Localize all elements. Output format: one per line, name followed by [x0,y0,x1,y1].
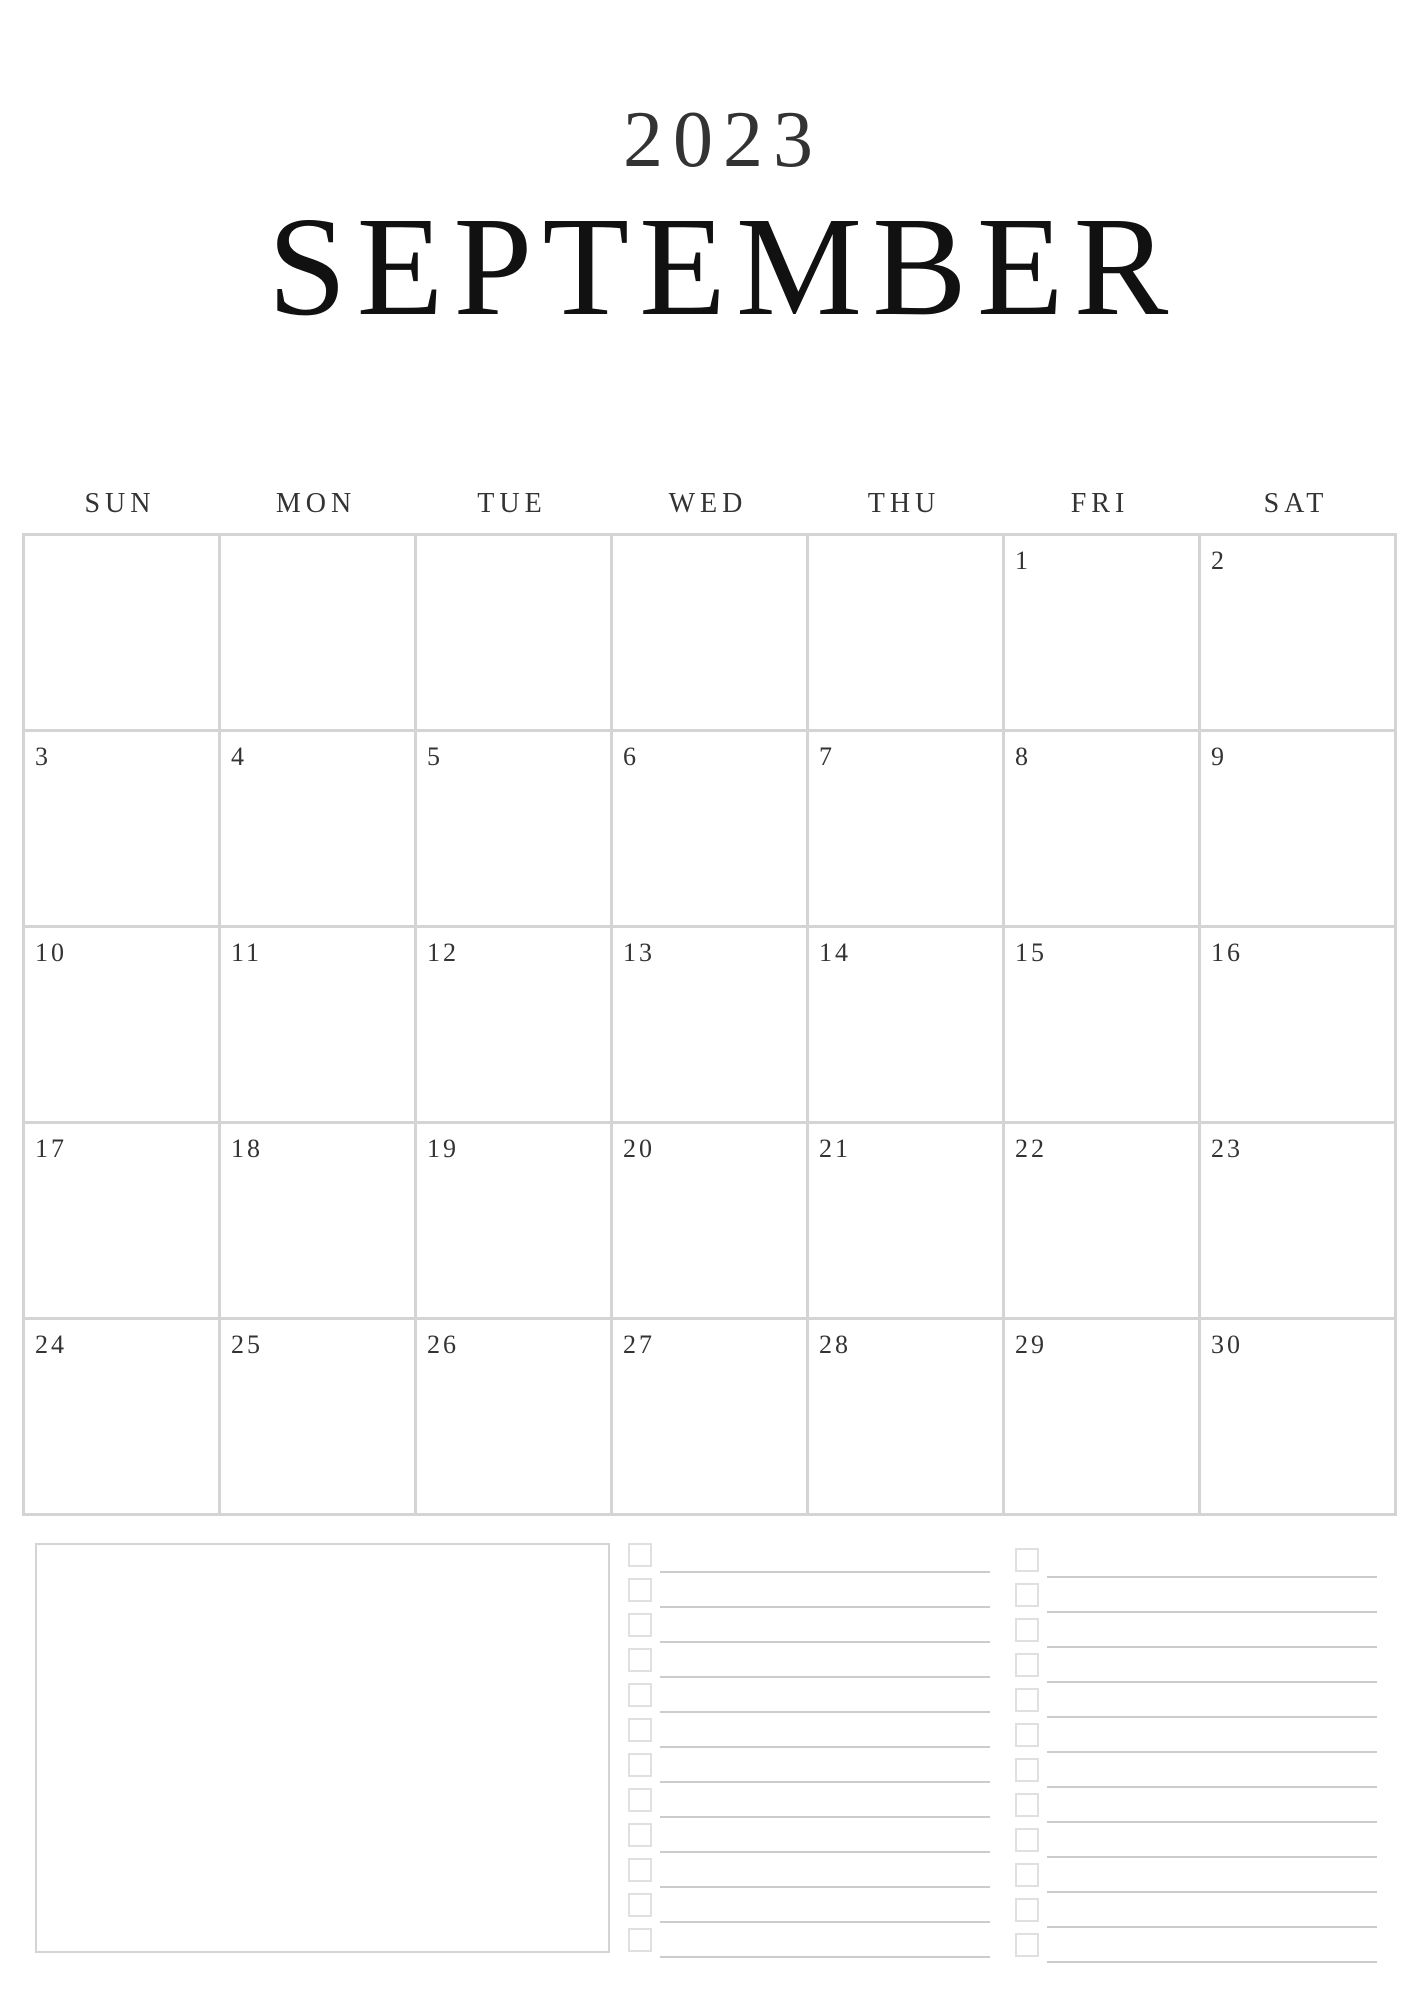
day-cell[interactable] [1198,533,1397,732]
todo-checkbox[interactable] [628,1928,652,1952]
calendar-grid [22,533,1394,1515]
day-cell[interactable] [610,1121,809,1320]
todo-checkbox[interactable] [628,1648,652,1672]
todo-item [1015,1548,1377,1572]
todo-checkbox[interactable] [628,1683,652,1707]
todo-item [628,1683,990,1707]
day-cell[interactable] [22,729,221,928]
todo-line[interactable] [1047,1961,1377,1963]
day-cell[interactable] [1002,1317,1201,1516]
todo-item [628,1613,990,1637]
todo-item [628,1893,990,1917]
day-cell[interactable] [1198,729,1397,928]
notes-box[interactable] [35,1543,610,1953]
day-number: 14 [819,938,851,967]
todo-checkbox[interactable] [628,1718,652,1742]
todo-item [1015,1828,1377,1852]
day-cell[interactable] [806,729,1005,928]
day-cell[interactable] [1002,729,1201,928]
weekday-fri: FRI [1070,488,1130,519]
todo-checkbox[interactable] [628,1613,652,1637]
day-number: 29 [1015,1330,1047,1359]
day-cell[interactable] [1002,533,1201,732]
todo-line[interactable] [1047,1611,1377,1613]
todo-item [628,1753,990,1777]
todo-checkbox[interactable] [628,1753,652,1777]
todo-line[interactable] [1047,1786,1377,1788]
day-number: 27 [623,1330,655,1359]
day-number: 15 [1015,938,1047,967]
todo-item [1015,1583,1377,1607]
year-heading: 2023 [623,96,823,184]
day-number: 13 [623,938,655,967]
todo-checkbox[interactable] [1015,1548,1039,1572]
todo-item [1015,1723,1377,1747]
todo-item [1015,1688,1377,1712]
day-cell[interactable] [414,533,613,732]
todo-item [1015,1933,1377,1957]
todo-checkbox[interactable] [628,1858,652,1882]
todo-checkbox[interactable] [1015,1618,1039,1642]
weekday-header-row [22,488,1394,518]
weekday-sun: SUN [84,488,156,519]
todo-line[interactable] [1047,1681,1377,1683]
todo-line[interactable] [660,1781,990,1783]
day-number: 17 [35,1134,67,1163]
day-cell[interactable] [22,925,221,1124]
todo-line[interactable] [1047,1576,1377,1578]
todo-checkbox[interactable] [1015,1758,1039,1782]
day-number: 24 [35,1330,67,1359]
todo-checkbox[interactable] [628,1823,652,1847]
day-number: 30 [1211,1330,1243,1359]
day-cell[interactable] [806,925,1005,1124]
weekday-mon: MON [275,488,357,519]
todo-line[interactable] [1047,1646,1377,1648]
day-cell[interactable] [414,729,613,928]
day-number: 12 [427,938,459,967]
day-cell[interactable] [1198,1121,1397,1320]
todo-item [1015,1898,1377,1922]
todo-line[interactable] [1047,1716,1377,1718]
todo-item [628,1788,990,1812]
todo-line[interactable] [1047,1751,1377,1753]
day-number: 23 [1211,1134,1243,1163]
month-title: SEPTEMBER [267,187,1179,345]
day-number: 26 [427,1330,459,1359]
day-number: 10 [35,938,67,967]
day-number: 8 [1015,742,1031,771]
day-cell[interactable] [414,925,613,1124]
day-cell[interactable] [218,1121,417,1320]
todo-line[interactable] [660,1641,990,1643]
todo-line[interactable] [1047,1856,1377,1858]
todo-checkbox[interactable] [1015,1723,1039,1747]
todo-checkbox[interactable] [1015,1688,1039,1712]
todo-item [1015,1863,1377,1887]
weekday-sat: SAT [1263,488,1329,519]
day-cell[interactable] [218,1317,417,1516]
day-cell[interactable] [806,533,1005,732]
todo-item [628,1858,990,1882]
day-number: 21 [819,1134,851,1163]
day-number: 22 [1015,1134,1047,1163]
day-cell[interactable] [1198,1317,1397,1516]
day-number: 6 [623,742,639,771]
todo-checkbox[interactable] [1015,1898,1039,1922]
todo-checkbox[interactable] [1015,1933,1039,1957]
todo-item [628,1823,990,1847]
todo-line[interactable] [660,1921,990,1923]
todo-item [1015,1793,1377,1817]
day-number: 11 [231,938,263,967]
todo-item [628,1543,990,1567]
todo-item [628,1928,990,1952]
todo-checkbox[interactable] [1015,1583,1039,1607]
day-cell[interactable] [1002,925,1201,1124]
day-number: 5 [427,742,443,771]
day-cell[interactable] [414,1121,613,1320]
day-cell[interactable] [806,1121,1005,1320]
day-cell[interactable] [806,1317,1005,1516]
todo-line[interactable] [1047,1891,1377,1893]
day-cell[interactable] [218,533,417,732]
day-cell[interactable] [22,1317,221,1516]
day-number: 18 [231,1134,263,1163]
todo-line[interactable] [660,1606,990,1608]
day-cell[interactable] [1198,925,1397,1124]
day-cell[interactable] [22,533,221,732]
day-cell[interactable] [610,1317,809,1516]
todo-line[interactable] [660,1746,990,1748]
todo-item [1015,1618,1377,1642]
day-number: 3 [35,742,51,771]
todo-checkbox[interactable] [628,1788,652,1812]
day-number: 7 [819,742,835,771]
day-cell[interactable] [218,925,417,1124]
todo-checkbox[interactable] [1015,1653,1039,1677]
day-cell[interactable] [414,1317,613,1516]
day-cell[interactable] [610,533,809,732]
todo-checkbox[interactable] [628,1543,652,1567]
day-cell[interactable] [610,925,809,1124]
todo-checkbox[interactable] [1015,1828,1039,1852]
day-number: 28 [819,1330,851,1359]
todo-line[interactable] [660,1711,990,1713]
day-cell[interactable] [22,1121,221,1320]
todo-line[interactable] [660,1676,990,1678]
weekday-wed: WED [668,488,748,519]
todo-checkbox[interactable] [628,1893,652,1917]
todo-line[interactable] [660,1886,990,1888]
day-number: 16 [1211,938,1243,967]
day-cell[interactable] [1002,1121,1201,1320]
day-cell[interactable] [610,729,809,928]
day-number: 4 [231,742,247,771]
todo-checkbox[interactable] [1015,1793,1039,1817]
todo-item [1015,1758,1377,1782]
todo-item [628,1718,990,1742]
todo-item [1015,1653,1377,1677]
weekday-thu: THU [867,488,941,519]
todo-checkbox[interactable] [628,1578,652,1602]
todo-line[interactable] [1047,1926,1377,1928]
todo-item [628,1578,990,1602]
day-number: 20 [623,1134,655,1163]
todo-checkbox[interactable] [1015,1863,1039,1887]
day-number: 25 [231,1330,263,1359]
day-number: 9 [1211,742,1227,771]
todo-line[interactable] [660,1956,990,1958]
day-cell[interactable] [218,729,417,928]
todo-line[interactable] [660,1851,990,1853]
todo-line[interactable] [660,1571,990,1573]
todo-item [628,1648,990,1672]
day-number: 2 [1211,546,1227,575]
todo-line[interactable] [1047,1821,1377,1823]
day-number: 19 [427,1134,459,1163]
day-number: 1 [1015,546,1031,575]
weekday-tue: TUE [477,488,547,519]
todo-line[interactable] [660,1816,990,1818]
